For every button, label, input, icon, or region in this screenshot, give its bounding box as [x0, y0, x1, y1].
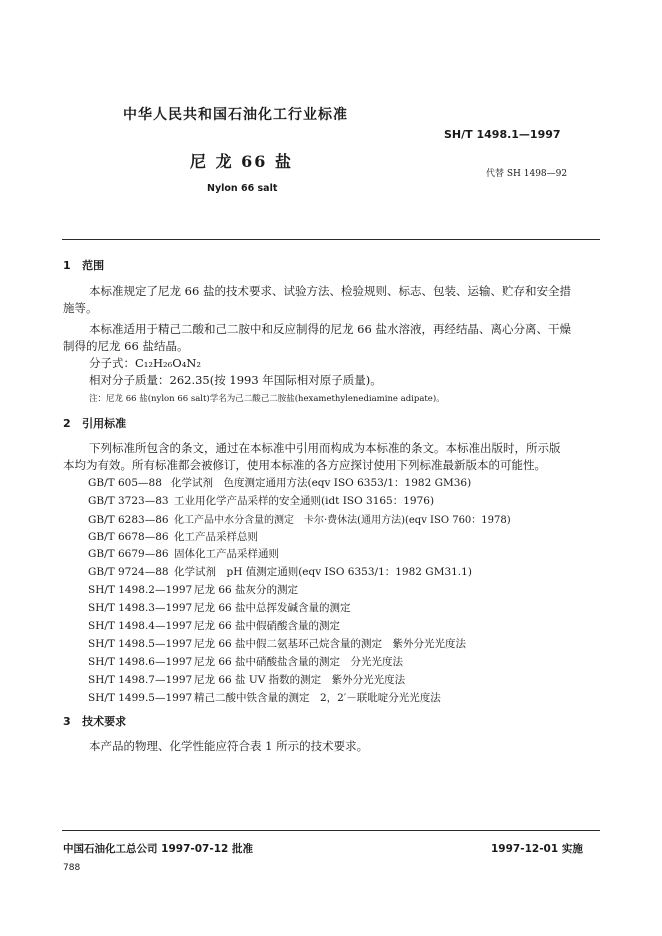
footer-divider [62, 830, 600, 831]
section-2-number: 2 [63, 417, 71, 430]
reference-code: GB/T 6679—86 [88, 548, 169, 560]
scope-para-1-line-1: 本标准规定了尼龙 66 盐的技术要求、试验方法、检验规则、标志、包装、运输、贮存和安全措 [89, 284, 571, 298]
section-2-heading [63, 415, 126, 431]
reference-code: SH/T 1499.5—1997 [88, 692, 193, 704]
reference-title: 工业用化学产品采样的安全通则(idt ISO 3165：1976) [174, 495, 435, 507]
document-title: 尼 龙 66 盐 [190, 152, 293, 171]
header-divider [62, 239, 600, 240]
reference-title: 化学试剂 色度测定通用方法(eqv ISO 6353/1：1982 GM36) [171, 477, 472, 489]
reference-item [88, 618, 340, 633]
reference-title: 尼龙 66 盐中硝酸盐含量的测定 分光光度法 [194, 656, 404, 668]
scope-note: 注：尼龙 66 盐(nylon 66 salt)学名为己二酸己二胺盐(hexamethylenediamine adipate)。 [89, 394, 445, 404]
scope-para-2-line-2: 制得的尼龙 66 盐结晶。 [63, 339, 189, 353]
reference-title: 化工产品中水分含量的测定 卡尔·费休法(通用方法)(eqv ISO 760：1978) [174, 515, 511, 526]
molecular-mass: 相对分子质量：262.35(按 1993 年国际相对原子质量)。 [89, 373, 382, 387]
reference-title: 精己二酸中铁含量的测定 2，2′－联吡啶分光光度法 [194, 692, 441, 704]
reference-code: GB/T 9724—88 [88, 566, 169, 578]
reference-item [88, 564, 472, 579]
page-number: 788 [63, 863, 81, 873]
section-1-title: 范围 [82, 259, 105, 272]
reference-code: SH/T 1498.2—1997 [88, 584, 193, 596]
reference-code: SH/T 1498.6—1997 [88, 656, 193, 668]
reference-item [88, 690, 441, 705]
reference-title: 化工产品采样总则 [174, 531, 258, 543]
reference-title: 尼龙 66 盐中假硝酸含量的测定 [194, 620, 341, 632]
reference-item [88, 529, 258, 544]
reference-title: 尼龙 66 盐灰分的测定 [194, 584, 299, 596]
reference-code: SH/T 1498.3—1997 [88, 602, 193, 614]
references-intro-line-2: 本均为有效。所有标准都会被修订，使用本标准的各方应探讨使用下列标准最新版本的可能性。 [63, 458, 546, 472]
reference-code: GB/T 6283—86 [88, 514, 169, 526]
english-title: Nylon 66 salt [207, 183, 278, 194]
replaces-standard: 代替 SH 1498—92 [486, 169, 568, 179]
reference-code: SH/T 1498.4—1997 [88, 620, 193, 632]
reference-title: 尼龙 66 盐 UV 指数的测定 紫外分光光度法 [194, 674, 406, 686]
section-2-title: 引用标准 [82, 417, 127, 430]
formula-value: C₁₂H₂₆O₄N₂ [135, 356, 201, 370]
technical-requirements-text: 本产品的物理、化学性能应符合表 1 所示的技术要求。 [89, 739, 369, 753]
references-intro-line-1: 下列标准所包含的条文，通过在本标准中引用而构成为本标准的条文。本标准出版时，所示版 [89, 441, 561, 455]
reference-item [88, 654, 403, 669]
molecular-formula [89, 355, 201, 371]
issuing-agency: 中华人民共和国石油化工行业标准 [123, 107, 348, 123]
reference-item [88, 511, 511, 526]
section-3-number: 3 [63, 715, 71, 728]
reference-item [88, 546, 279, 561]
approval-line: 中国石油化工总公司 1997-07-12 批准 [63, 843, 253, 855]
section-3-title: 技术要求 [82, 715, 127, 728]
section-3-heading [63, 713, 126, 729]
reference-title: 尼龙 66 盐中假二氨基环己烷含量的测定 紫外分光光度法 [194, 638, 467, 650]
reference-code: GB/T 605—88 [88, 477, 162, 489]
reference-item [88, 672, 405, 687]
reference-item [88, 475, 471, 490]
reference-item [88, 493, 434, 508]
scope-para-1-line-2: 施等。 [63, 301, 98, 315]
section-1-number: 1 [63, 259, 71, 272]
reference-code: SH/T 1498.5—1997 [88, 638, 193, 650]
scope-para-2-line-1: 本标准适用于精己二酸和己二胺中和反应制得的尼龙 66 盐水溶液，再经结晶、离心分离、干燥 [89, 322, 571, 336]
standard-code: SH/T 1498.1—1997 [444, 128, 561, 141]
reference-item [88, 636, 466, 651]
section-1-heading [63, 257, 104, 273]
implementation-date: 1997-12-01 实施 [491, 843, 583, 855]
reference-title: 化学试剂 pH 值测定通则(eqv ISO 6353/1：1982 GM31.1) [174, 566, 472, 578]
reference-code: GB/T 3723—83 [88, 495, 169, 507]
reference-item [88, 582, 298, 597]
reference-title: 尼龙 66 盐中总挥发碱含量的测定 [194, 602, 351, 614]
reference-title: 固体化工产品采样通则 [174, 548, 279, 560]
reference-code: SH/T 1498.7—1997 [88, 674, 193, 686]
formula-label: 分子式： [89, 356, 135, 370]
reference-item [88, 600, 351, 615]
reference-code: GB/T 6678—86 [88, 531, 169, 543]
